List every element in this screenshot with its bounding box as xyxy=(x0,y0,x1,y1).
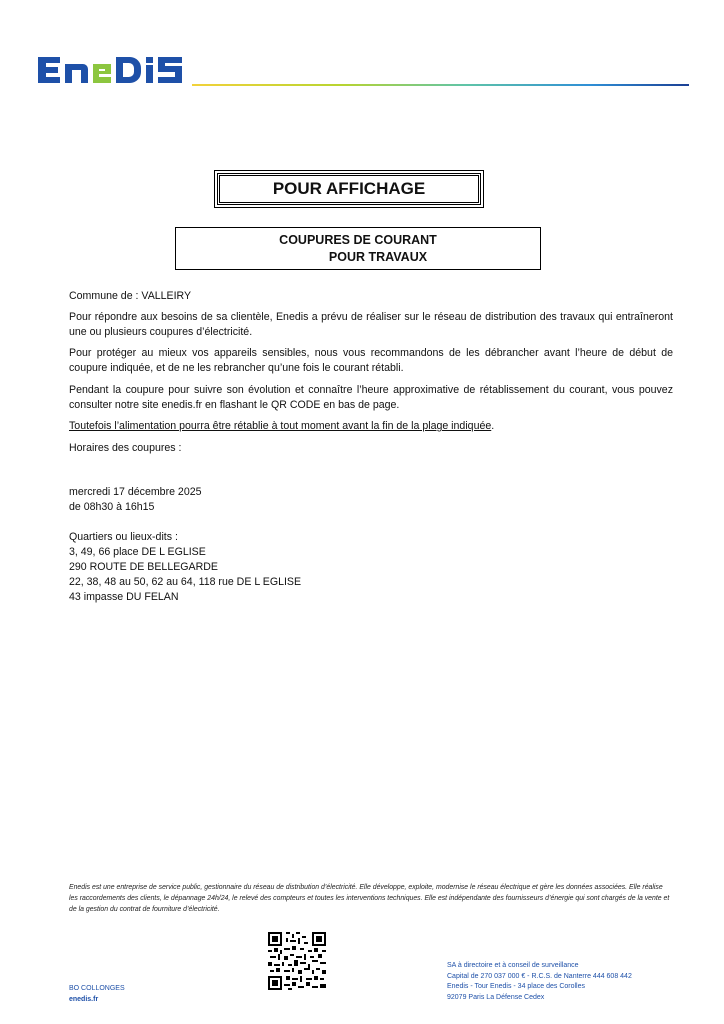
office-name: BO COLLONGES xyxy=(69,985,125,992)
footer-note: Enedis est une entreprise de service public, gestionnaire du réseau de distribution d’électricité. Elle développe, exploite, modernise le réseau électrique et gère les données associées. Elle réalise les raccordements des clients, le dépannage 24h/24, le relevé des compteurs et toutes les interventions techniques. Elle est indépendante des fournisseurs d’énergie qui sont chargés de la vente et de la gestion du contrat de fourniture d’électricité. xyxy=(69,884,670,913)
paragraph-3: Pendant la coupure pour suivre son évolution et connaître l’heure approximative de rétablissement du courant, vous pouvez consulter notre site enedis.fr en flashant le QR CODE en bas de page. xyxy=(69,384,673,411)
outage-time: de 08h30 à 16h15 xyxy=(69,501,155,513)
coupures-title-line2: POUR TRAVAUX xyxy=(328,250,428,264)
paragraph-4-text: Toutefois l’alimentation pourra être rétablie à tout moment avant la fin de la plage indiquée xyxy=(69,420,492,432)
legal-line: Enedis - Tour Enedis - 34 place des Corolles xyxy=(447,983,586,990)
commune: Commune de : VALLEIRY xyxy=(69,290,192,302)
qr-code[interactable] xyxy=(268,932,326,990)
brand-line xyxy=(192,84,689,86)
coupures-box xyxy=(175,227,541,270)
quartiers-label: Quartiers ou lieux-dits : xyxy=(69,531,178,543)
site-link[interactable]: enedis.fr xyxy=(69,996,99,1003)
coupures-title-line1: COUPURES DE COURANT xyxy=(279,233,437,247)
legal-line: SA à directoire et à conseil de surveillance xyxy=(447,962,579,969)
outage-date: mercredi 17 décembre 2025 xyxy=(69,486,202,498)
affichage-box xyxy=(217,173,481,205)
paragraph-1: Pour répondre aux besoins de sa clientèle, Enedis a prévu de réaliser sur le réseau de distribution des travaux qui entraîneront une ou plusieurs coupures d’électricité. xyxy=(69,311,673,338)
horaires-label: Horaires des coupures : xyxy=(69,442,182,454)
legal-line: Capital de 270 037 000 € - R.C.S. de Nanterre 444 608 442 xyxy=(447,972,632,980)
footer-left xyxy=(69,983,125,1005)
enedis-logo xyxy=(36,52,188,88)
paragraph-2: Pour protéger au mieux vos appareils sensibles, nous vous recommandons de les débrancher avant l’heure de début de coupure indiquée, et de ne les rebrancher qu’une fois le courant rétabli. xyxy=(69,347,673,374)
location-item: 22, 38, 48 au 50, 62 au 64, 118 rue DE L EGLISE xyxy=(69,576,302,588)
location-item: 43 impasse DU FELAN xyxy=(69,591,179,603)
location-item: 290 ROUTE DE BELLEGARDE xyxy=(69,561,218,573)
legal-line: 92079 Paris La Défense Cedex xyxy=(447,993,545,1001)
paragraph-4 xyxy=(69,419,673,434)
paragraph-4-end: . xyxy=(491,420,495,432)
legal-info xyxy=(447,961,632,1003)
affichage-title: POUR AFFICHAGE xyxy=(272,179,426,198)
location-item: 3, 49, 66 place DE L EGLISE xyxy=(69,546,206,558)
